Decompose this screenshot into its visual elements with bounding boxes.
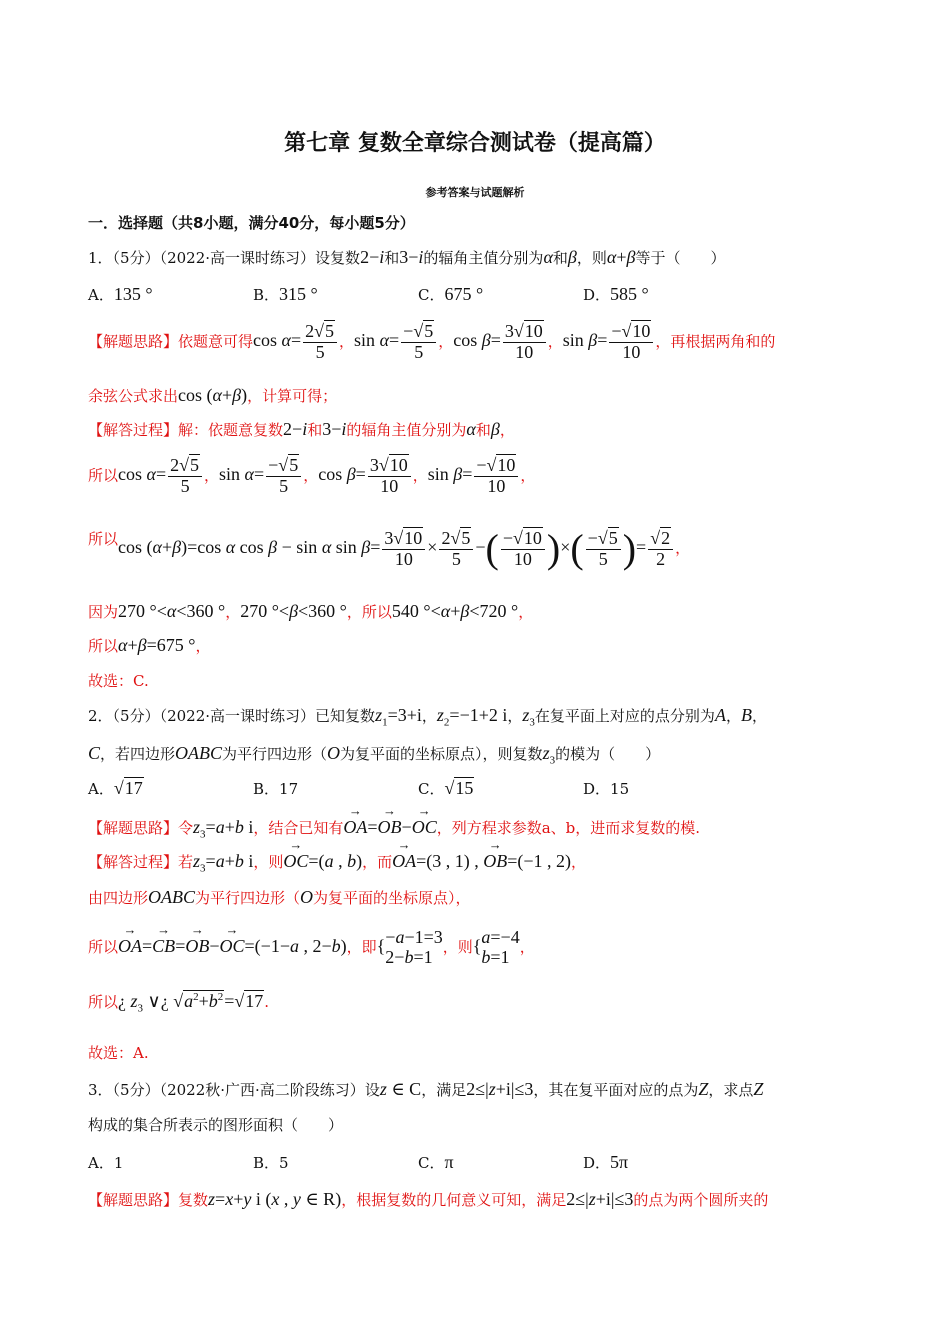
page-subtitle: 参考答案与试题解析	[425, 186, 525, 199]
q1-option-d[interactable]: D．585 °	[583, 284, 649, 304]
q1-idea-cont: 余弦公式求出cos (α+β)，计算可得；	[88, 385, 338, 405]
q2-process-system: 所以→ OA=→ CB=→ OB−→ OC=(−1−a , 2−b)，即{ −a−1=3 2−b=1 ，则{ a=−4 b=1 ，	[88, 928, 535, 968]
q1-process-so: 所以	[88, 530, 119, 548]
q1-process: 【解答过程】解：依题意复数2−i和3−i的辐角主值分别为α和β，	[88, 419, 515, 439]
q2-stem: 2．（5分）（2022·高一课时练习）已知复数$z_1=3+i$，$z_2=-1+2$ i，$z_3$在复平面上对应的点分别为A，B，	[88, 705, 767, 729]
q2-option-d[interactable]: D．15	[583, 780, 630, 798]
q2-option-a[interactable]: A．√17	[88, 778, 143, 798]
q1-process-result: 所以α+β=675 °，	[88, 635, 211, 655]
section-heading: 一．选择题（共8小题，满分40分，每小题5分）	[88, 214, 415, 232]
q3-option-a[interactable]: A．1	[88, 1154, 124, 1172]
q1-option-c[interactable]: C．675 °	[418, 284, 484, 304]
q1-idea: 【解题思路】依题意可得cos α= $\frac{2√5}{5}$ ，sin α= $\frac{-√5}{5}$ ，cos β= $\frac{3√10}{10}$ ，sin β= $\frac{-√10}{10}$ ，再根据两角和的	[88, 321, 776, 362]
q2-option-c[interactable]: C．√15	[418, 778, 474, 798]
q2-idea: 【解题思路】令$z_3=a+b$ i，结合已知有→ OA=→ OB−→ OC，列方程求参数a、b，进而求复数的模.	[88, 816, 700, 842]
q3-option-c[interactable]: C．π	[418, 1152, 454, 1172]
q2-process: 【解答过程】若$z_3=a+b$ i，则→ OC=(a , b)，而→ OA=(3 , 1) , → OB=(−1 , 2)，	[88, 850, 586, 876]
q2-process-modulus: 所以¿ $z_3$ ∨¿ $√a^2+b^2=√17$.	[88, 991, 270, 1015]
q2-stem-cont: C，若四边形OABC为平行四边形（O为复平面的坐标原点），则复数$z_3$的模为（ ）	[88, 743, 661, 767]
q1-process-range: 因为270 °<α<360 °，270 °<β<360 °，所以540 °<α+β<720 °，	[88, 601, 534, 621]
q1-stem: 1．（5分）（2022·高一课时练习）设复数2−i和3−i的辐角主值分别为α和β，则α+β等于（ ）	[88, 247, 726, 267]
q1-answer: 故选：C.	[88, 672, 149, 690]
q3-option-d[interactable]: D．5π	[583, 1152, 629, 1172]
q2-process-quad: 由四边形OABC为平行四边形（O为复平面的坐标原点），	[88, 887, 471, 907]
q3-option-b[interactable]: B．5	[253, 1154, 289, 1172]
q3-idea: 【解题思路】复数z=x+y i (x , y ∈ R)，根据复数的几何意义可知，满足2≤|z+i|≤3的点为两个圆所夹的	[88, 1189, 769, 1209]
q2-answer: 故选：A.	[88, 1044, 149, 1062]
q1-process-cos-sum: cos (α+β)=cos α cos β − sin α sin β= $\frac{3√10}{10}$ × $\frac{2√5}{5}$ −( $\frac{-√10}{10}$ )×( $\frac{-√5}{5}$ )= $\frac{√2}{2}$ ，	[118, 526, 691, 571]
page-title: 第七章 复数全章综合测试卷（提高篇）	[284, 131, 666, 156]
q2-option-b[interactable]: B．17	[253, 780, 299, 798]
q1-option-b[interactable]: B．315 °	[253, 284, 318, 304]
q3-stem: 3．（5分）（2022秋·广西·高二阶段练习）设z ∈ C，满足2≤|z+i|≤3，其在复平面对应的点为Z，求点Z	[88, 1079, 764, 1099]
q3-stem-cont: 构成的集合所表示的图形面积（ ）	[88, 1116, 344, 1134]
q1-process-trig: 所以cos α= $\frac{2√5}{5}$ ，sin α= $\frac{-√5}{5}$ ，cos β= $\frac{3√10}{10}$ ，sin β= $\frac{-√10}{10}$ ，	[88, 455, 536, 496]
q1-option-a[interactable]: A．135 °	[88, 284, 153, 304]
